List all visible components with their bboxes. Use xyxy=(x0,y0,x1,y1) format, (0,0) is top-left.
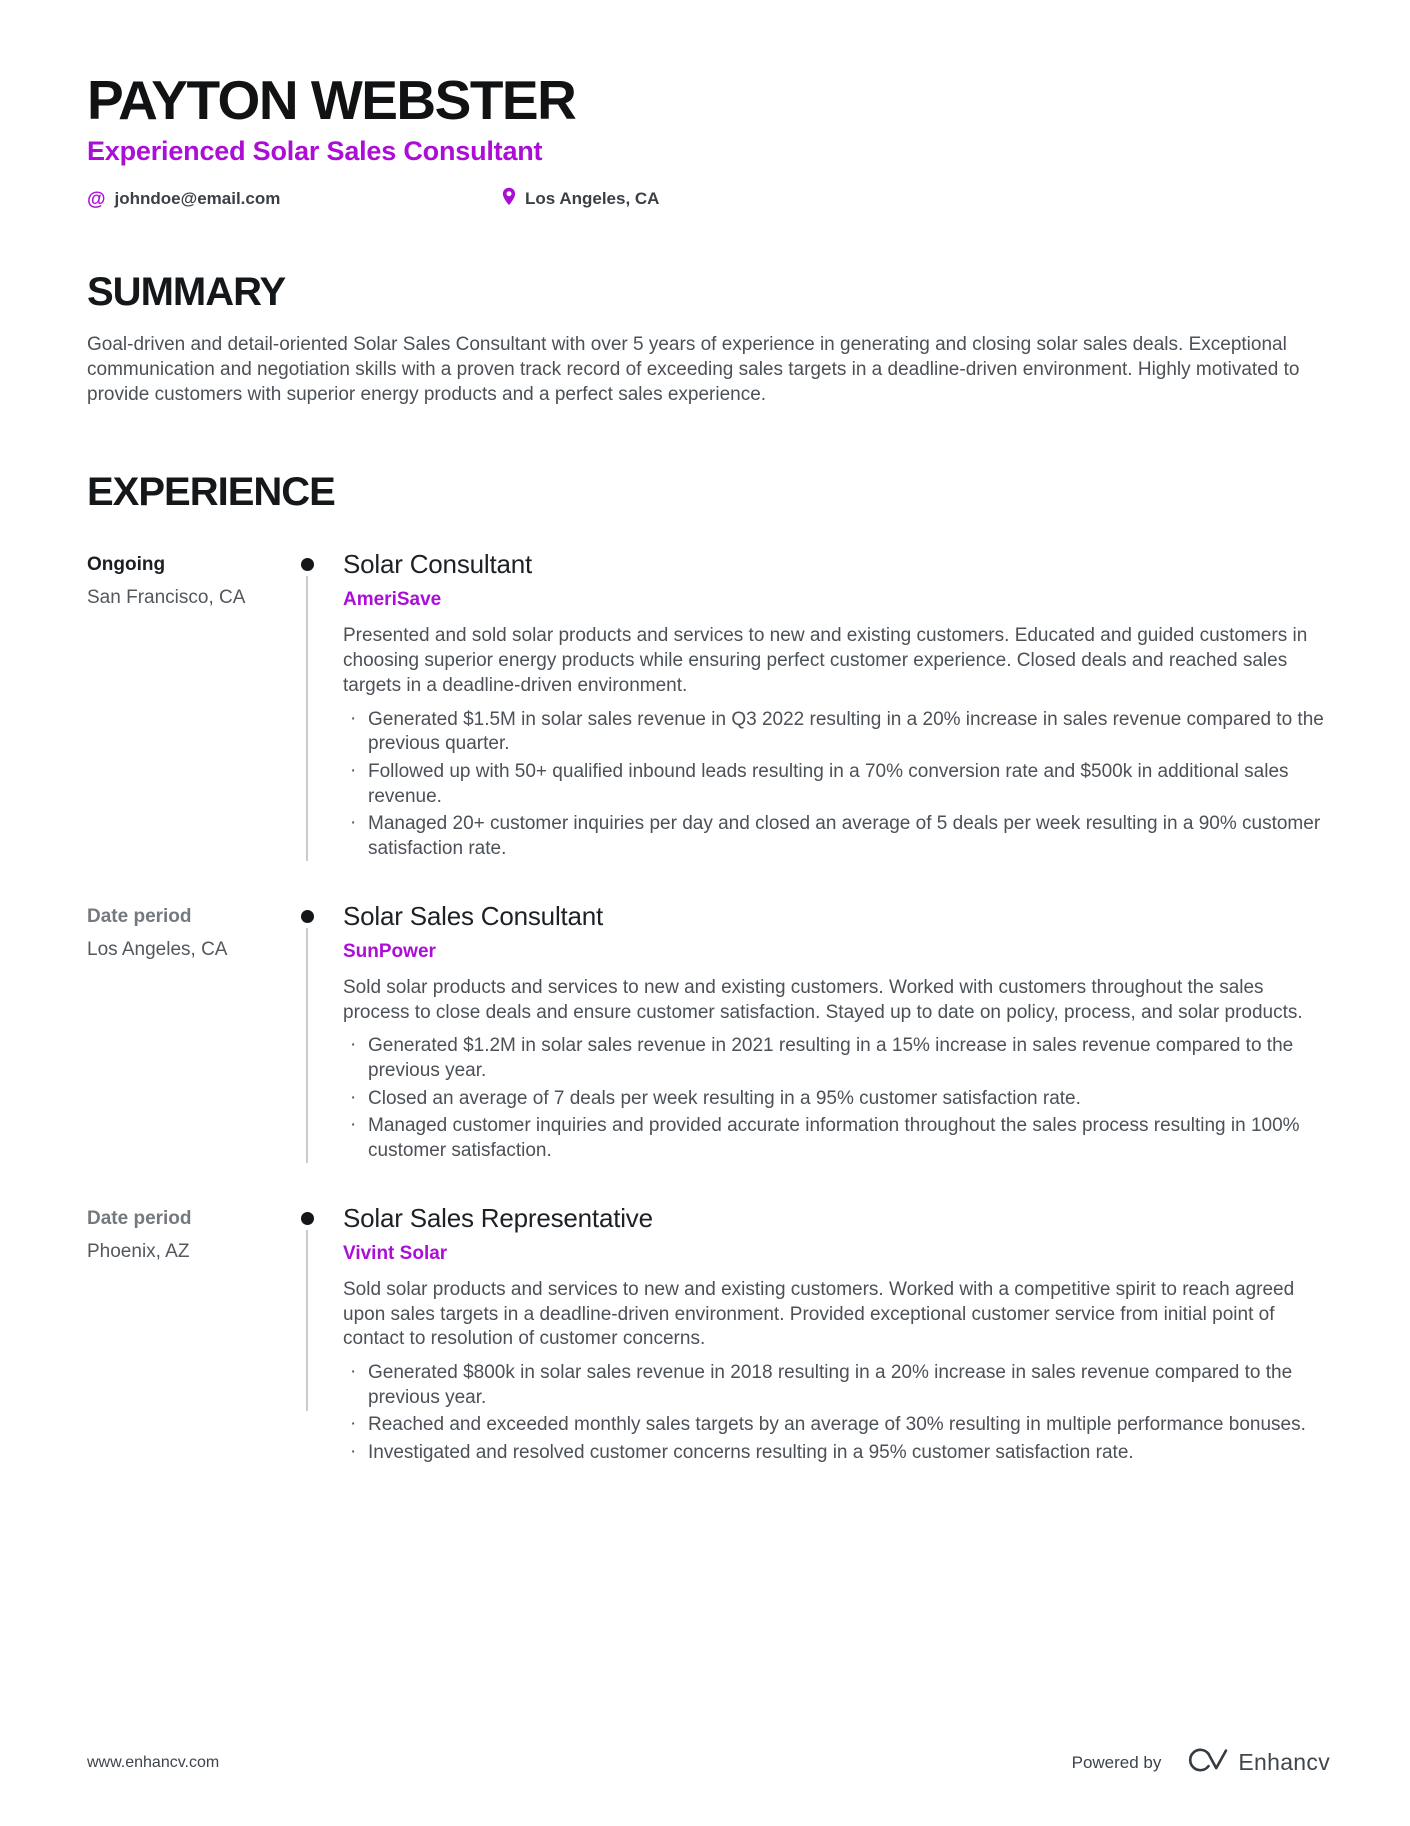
bullet-item xyxy=(343,812,1326,861)
site-link[interactable]: www.enhancv.com xyxy=(87,1753,220,1771)
bullet-text: Generated $800k in solar sales revenue in 2018 resulting in a 20% increase in sales revenue compared to the previous year. xyxy=(368,1361,1293,1408)
bullet-text: Closed an average of 7 deals per week resulting in a 95% customer satisfaction rate. xyxy=(368,1087,1081,1109)
bullet-text: Investigated and resolved customer concerns resulting in a 95% customer satisfaction rate. xyxy=(368,1441,1134,1463)
entry-location: San Francisco, CA xyxy=(87,587,246,609)
bullet-text: Managed customer inquiries and provided accurate information throughout the sales process resulting in 100% customer satisfaction. xyxy=(368,1115,1300,1161)
resume-header xyxy=(87,69,1326,211)
entry-bullets xyxy=(343,1034,1326,1163)
entry-meta xyxy=(87,549,299,864)
bullet-marker-icon: · xyxy=(350,707,357,729)
bullet-marker-icon: · xyxy=(350,1440,357,1462)
bullet-marker-icon: · xyxy=(350,1034,357,1056)
entry-company: Vivint Solar xyxy=(343,1242,448,1264)
experience-section xyxy=(87,471,1326,1468)
email-icon: @ xyxy=(87,188,106,210)
summary-text: Goal-driven and detail-oriented Solar Sales Consultant with over 5 years of experience in generating and closing solar sales deals. Exceptional communication and negotiation skills with a proven track record of exceeding sales targets in a deadline-driven environment. Highly motivated to provide customers with superior energy products and a perfect sales experience. xyxy=(87,334,1300,405)
brand-lockup xyxy=(1176,1745,1330,1780)
entry-location: Phoenix, AZ xyxy=(87,1240,190,1262)
entry-title: Solar Sales Consultant xyxy=(343,900,604,931)
bullet-text: Followed up with 50+ qualified inbound leads resulting in a 70% conversion rate and $500k in additional sales revenue. xyxy=(368,760,1289,807)
powered-by-label: Powered by xyxy=(1071,1752,1162,1772)
bullet-item xyxy=(343,708,1326,757)
timeline-dot-icon xyxy=(301,1212,314,1225)
location-text: Los Angeles, CA xyxy=(525,189,660,209)
bullet-marker-icon: · xyxy=(350,1360,357,1382)
bullet-marker-icon: · xyxy=(350,812,357,834)
contact-row xyxy=(87,187,1326,211)
bullet-item xyxy=(343,1361,1326,1410)
experience-entry xyxy=(87,901,1326,1167)
brand-name: Enhancv xyxy=(1238,1749,1330,1775)
entry-content xyxy=(343,549,1326,864)
bullet-item xyxy=(343,1087,1326,1112)
entry-title: Solar Sales Representative xyxy=(343,1202,653,1233)
candidate-headline: Experienced Solar Sales Consultant xyxy=(87,136,543,167)
entry-bullets xyxy=(343,708,1326,862)
bullet-text: Generated $1.5M in solar sales revenue in Q3 2022 resulting in a 20% increase in sales revenue compared to the previous quarter. xyxy=(368,708,1324,755)
bullet-text: Generated $1.2M in solar sales revenue in 2021 resulting in a 15% increase in sales revenue compared to the previous year. xyxy=(368,1035,1294,1081)
experience-heading: EXPERIENCE xyxy=(87,470,335,515)
entry-content xyxy=(343,1203,1326,1469)
experience-entries xyxy=(87,549,1326,1468)
entry-meta xyxy=(87,901,299,1167)
summary-section xyxy=(87,271,1326,407)
entry-title: Solar Consultant xyxy=(343,549,533,580)
bullet-item xyxy=(343,1114,1326,1163)
entry-period: Date period xyxy=(87,1207,192,1229)
experience-entry xyxy=(87,549,1326,864)
entry-location: Los Angeles, CA xyxy=(87,938,228,960)
timeline xyxy=(299,1203,343,1469)
bullet-item xyxy=(343,1441,1326,1466)
timeline xyxy=(299,901,343,1167)
bullet-item xyxy=(343,760,1326,809)
entry-meta xyxy=(87,1203,299,1469)
summary-heading: SUMMARY xyxy=(87,270,286,315)
entry-description: Sold solar products and services to new and existing customers. Worked with customers throughout the sales process to close deals and ensure customer satisfaction. Stayed up to date on policy, process, and solar products. xyxy=(343,976,1303,1023)
contact-email[interactable] xyxy=(87,189,502,209)
timeline-line xyxy=(306,1230,308,1411)
entry-description: Sold solar products and services to new and existing customers. Worked with a competitive spirit to reach agreed upon sales targets in a deadline-driven environment. Provided exceptional customer service from initial point of contact to resolution of customer concerns. xyxy=(343,1278,1295,1350)
entry-period: Ongoing xyxy=(87,554,166,576)
email-text: johndoe@email.com xyxy=(114,189,281,209)
bullet-text: Managed 20+ customer inquiries per day and closed an average of 5 deals per week resulting in a 90% customer satisfaction rate. xyxy=(368,813,1321,859)
entry-description: Presented and sold solar products and services to new and existing customers. Educated and guided customers in choosing superior energy products while ensuring perfect customer experience. Closed deals and reached sales targets in a deadline-driven environment. xyxy=(343,625,1308,696)
timeline-line xyxy=(306,928,308,1163)
timeline-dot-icon xyxy=(301,558,314,571)
contact-location xyxy=(502,187,659,211)
timeline-line xyxy=(306,576,308,860)
bullet-marker-icon: · xyxy=(350,759,357,781)
bullet-item xyxy=(343,1413,1326,1438)
bullet-text: Reached and exceeded monthly sales targets by an average of 30% resulting in multiple performance bonuses. xyxy=(368,1414,1306,1436)
location-pin-icon xyxy=(502,187,516,211)
entry-company: AmeriSave xyxy=(343,589,442,611)
timeline xyxy=(299,549,343,864)
bullet-marker-icon: · xyxy=(350,1114,357,1136)
bullet-item xyxy=(343,1034,1326,1083)
bullet-marker-icon: · xyxy=(350,1413,357,1435)
entry-bullets xyxy=(343,1361,1326,1466)
entry-company: SunPower xyxy=(343,940,436,962)
bullet-marker-icon: · xyxy=(350,1086,357,1108)
enhancv-logo-icon xyxy=(1176,1745,1228,1780)
experience-entry xyxy=(87,1203,1326,1469)
powered-by[interactable] xyxy=(1072,1745,1330,1780)
candidate-name: PAYTON WEBSTER xyxy=(87,69,576,131)
page-footer xyxy=(87,1745,1330,1780)
timeline-dot-icon xyxy=(301,910,314,923)
entry-period: Date period xyxy=(87,905,192,927)
entry-content xyxy=(343,901,1326,1167)
